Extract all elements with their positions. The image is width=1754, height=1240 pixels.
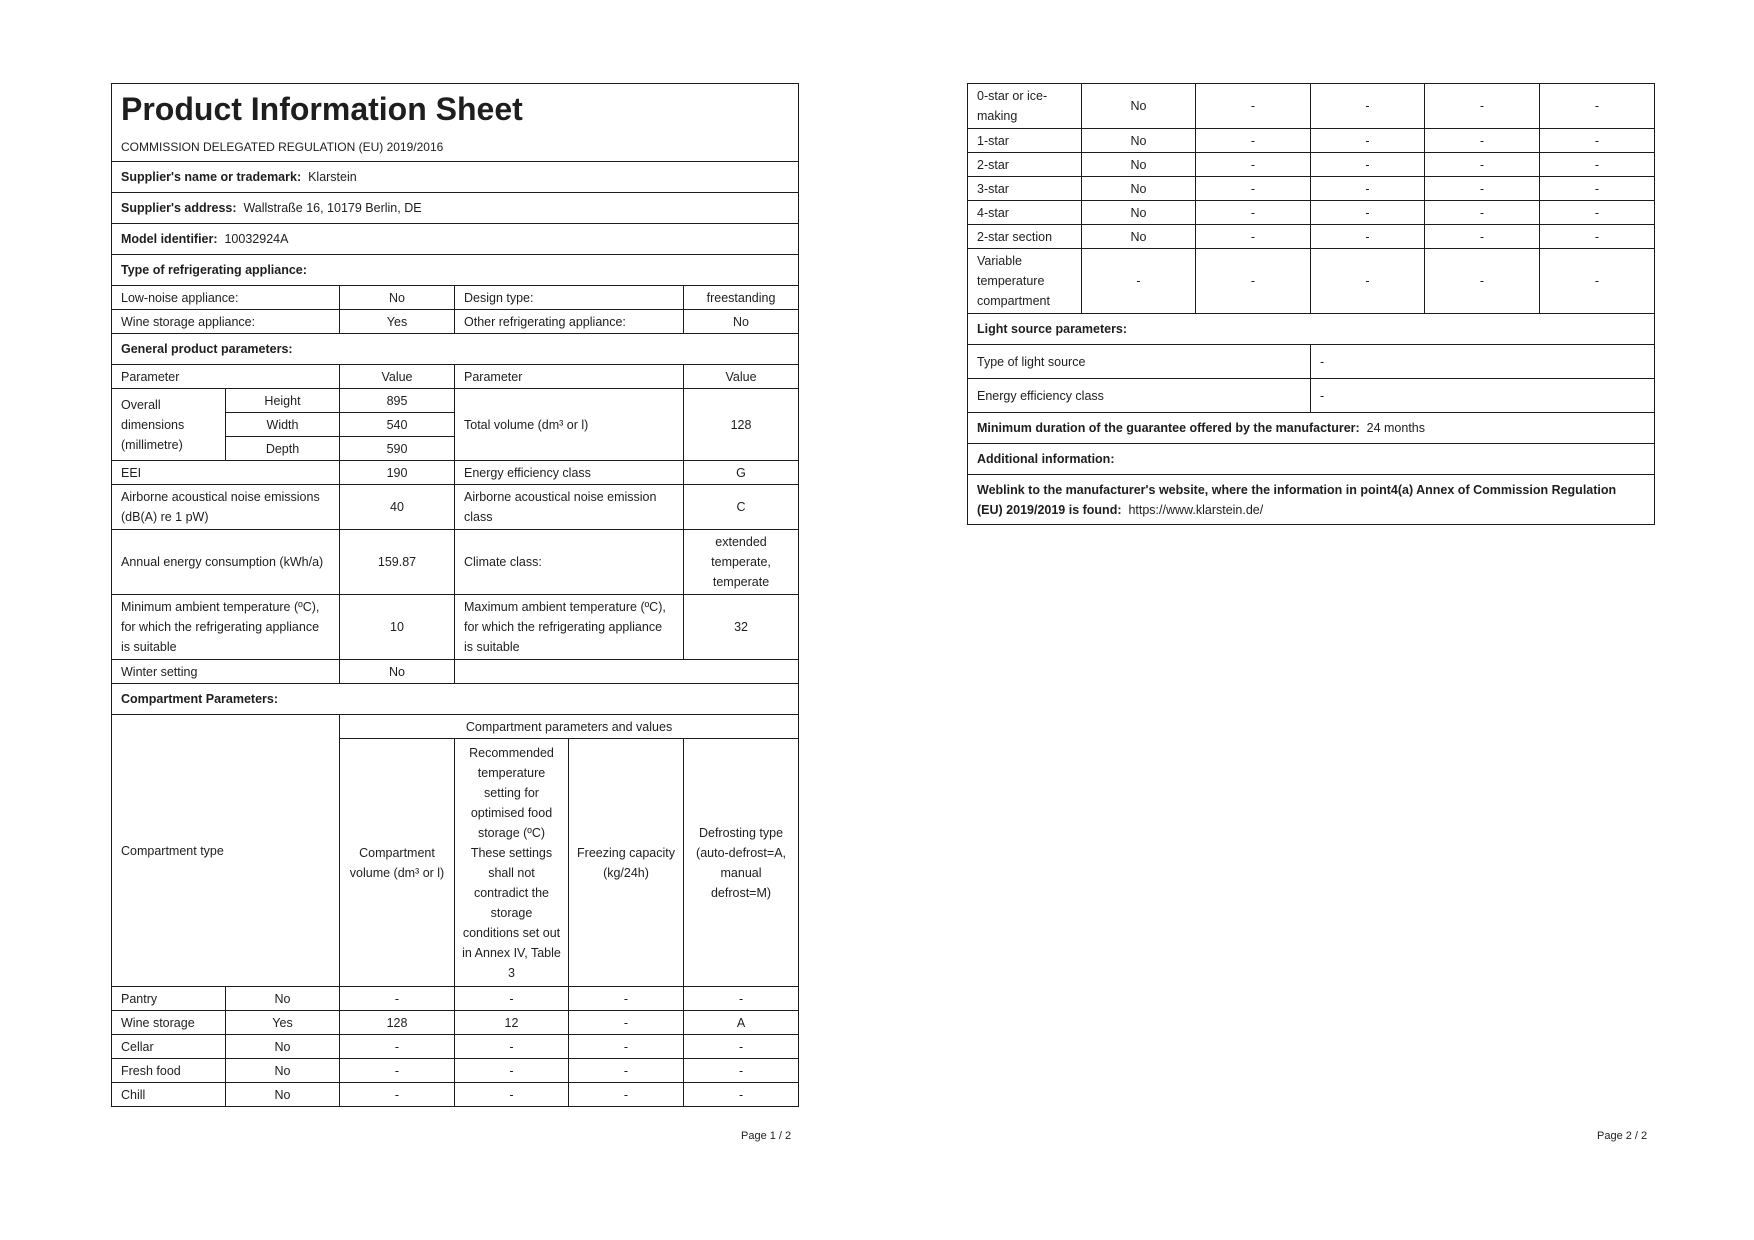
header-cell [112,84,799,162]
col-parameter-2: Parameter [455,365,684,389]
overall-dimensions-label: Overall dimensions (millimetre) [112,389,226,461]
compartment-freezing: - [1425,249,1540,314]
height-label: Height [226,389,340,413]
climate-class-value: extended temperate, temperate [684,530,799,595]
compartment-temp: - [1311,177,1425,201]
page-number-2: Page 2 / 2 [1597,1130,1648,1142]
compartment-temp: - [1311,129,1425,153]
compartment-volume: - [340,1059,455,1083]
compartment-defrost: - [684,1059,799,1083]
compartment-name: Pantry [112,987,226,1011]
compartment-freezing: - [569,1011,684,1035]
compartment-defrost: - [1540,129,1655,153]
compartment-name: 3-star [968,177,1082,201]
compartment-present: No [1082,225,1196,249]
compartment-name: Wine storage [112,1011,226,1035]
table-row [112,1083,799,1107]
defrosting-type-label: Defrosting type (auto-defrost=A, manual defrost=M) [684,739,799,987]
noise-class-value: C [684,485,799,530]
page-number-1: Page 1 / 2 [741,1130,792,1142]
compartment-present: No [1082,129,1196,153]
light-class-value: - [1311,379,1655,413]
compartment-type-label: Compartment type [112,715,340,987]
compartment-temp: - [455,987,569,1011]
compartment-temp: - [1311,153,1425,177]
supplier-name-value: Klarstein [308,170,357,184]
model-row [112,224,799,255]
compartment-present: No [226,1083,340,1107]
compartment-volume: - [1196,177,1311,201]
compartment-volume: - [1196,153,1311,177]
compartment-temp: - [1311,249,1425,314]
other-appliance-label: Other refrigerating appliance: [455,310,684,334]
winter-setting-label: Winter setting [112,660,340,684]
width-label: Width [226,413,340,437]
compartment-temp: - [455,1059,569,1083]
guarantee-value: 24 months [1366,421,1426,435]
supplier-name-row [112,162,799,193]
compartment-volume: - [340,1035,455,1059]
compartment-freezing: - [569,1035,684,1059]
noise-class-label: Airborne acoustical noise emission class [455,485,684,530]
product-info-table-page-2 [967,83,1655,525]
supplier-name-label: Supplier's name or trademark: [121,170,302,184]
compartment-volume: - [1196,249,1311,314]
compartment-defrost: - [684,1035,799,1059]
compartment-freezing: - [569,1083,684,1107]
compartment-name: 0-star or ice-making [968,84,1082,129]
compartment-defrost: A [684,1011,799,1035]
wine-storage-label: Wine storage appliance: [112,310,340,334]
compartment-params-label: Compartment parameters and values [340,715,799,739]
total-volume-value: 128 [684,389,799,461]
compartment-name: 4-star [968,201,1082,225]
table-row [112,987,799,1011]
compartment-volume: - [1196,129,1311,153]
depth-label: Depth [226,437,340,461]
compartment-freezing: - [1425,153,1540,177]
compartment-freezing: - [1425,201,1540,225]
eei-value: 190 [340,461,455,485]
table-row [968,225,1655,249]
total-volume-label: Total volume (dm³ or l) [455,389,684,461]
col-parameter-1: Parameter [112,365,340,389]
compartment-freezing: - [569,1059,684,1083]
noise-value: 40 [340,485,455,530]
table-row [112,1035,799,1059]
compartment-present: No [1082,153,1196,177]
compartment-volume: - [1196,84,1311,129]
compartment-freezing: - [1425,129,1540,153]
compartment-freezing: - [569,987,684,1011]
general-header: General product parameters: [112,334,799,365]
model-value: 10032924A [224,232,289,246]
compartment-defrost: - [684,987,799,1011]
type-header: Type of refrigerating appliance: [112,255,799,286]
empty-cell [455,660,799,684]
height-value: 895 [340,389,455,413]
page-title: Product Information Sheet [121,90,523,127]
compartment-present: No [226,1059,340,1083]
table-row [968,249,1655,314]
design-type-value: freestanding [684,286,799,310]
compartment-volume: - [340,1083,455,1107]
additional-info-header: Additional information: [968,444,1655,475]
min-temp-label: Minimum ambient temperature (ºC), for which the refrigerating appliance is suitable [112,595,340,660]
compartment-present: No [1082,177,1196,201]
compartment-defrost: - [1540,225,1655,249]
compartment-name: Chill [112,1083,226,1107]
table-row [968,129,1655,153]
compartment-temp: - [455,1035,569,1059]
weblink-row [968,475,1655,525]
table-row [112,1011,799,1035]
compartment-present: No [226,987,340,1011]
max-temp-label: Maximum ambient temperature (ºC), for which the refrigerating appliance is suitable [455,595,684,660]
compartment-name: Variable temperature compartment [968,249,1082,314]
winter-setting-value: No [340,660,455,684]
compartment-present: No [1082,84,1196,129]
compartment-temp: 12 [455,1011,569,1035]
compartment-present: Yes [226,1011,340,1035]
compartment-present: - [1082,249,1196,314]
supplier-address-label: Supplier's address: [121,201,237,215]
energy-class-value: G [684,461,799,485]
compartment-name: 1-star [968,129,1082,153]
guarantee-label: Minimum duration of the guarantee offered by the manufacturer: [977,421,1360,435]
compartment-freezing: - [1425,84,1540,129]
guarantee-row [968,413,1655,444]
compartment-header: Compartment Parameters: [112,684,799,715]
energy-class-label: Energy efficiency class [455,461,684,485]
table-row [968,201,1655,225]
compartment-name: Cellar [112,1035,226,1059]
depth-value: 590 [340,437,455,461]
compartment-temp: - [1311,225,1425,249]
compartment-name: Fresh food [112,1059,226,1083]
compartment-defrost: - [1540,201,1655,225]
noise-label: Airborne acoustical noise emissions (dB(A) re 1 pW) [112,485,340,530]
supplier-address-value: Wallstraße 16, 10179 Berlin, DE [243,201,422,215]
light-class-label: Energy efficiency class [968,379,1311,413]
compartment-freezing: - [1425,225,1540,249]
compartment-volume: - [1196,225,1311,249]
compartment-present: No [1082,201,1196,225]
annual-energy-label: Annual energy consumption (kWh/a) [112,530,340,595]
table-row [968,177,1655,201]
table-row [968,84,1655,129]
compartment-volume: - [1196,201,1311,225]
eei-label: EEI [112,461,340,485]
light-source-header: Light source parameters: [968,314,1655,345]
compartment-name: 2-star section [968,225,1082,249]
regulation-text: COMMISSION DELEGATED REGULATION (EU) 2019/2016 [121,139,444,154]
light-type-label: Type of light source [968,345,1311,379]
compartment-temp: - [455,1083,569,1107]
wine-storage-value: Yes [340,310,455,334]
compartment-defrost: - [1540,249,1655,314]
compartment-defrost: - [1540,84,1655,129]
compartment-temp: - [1311,84,1425,129]
compartment-defrost: - [1540,177,1655,201]
supplier-address-row [112,193,799,224]
design-type-label: Design type: [455,286,684,310]
compartment-volume: 128 [340,1011,455,1035]
other-appliance-value: No [684,310,799,334]
weblink-label: Weblink to the manufacturer's website, where the information in point4(a) Annex of Commission Regulation (EU) 2019/2019 is found: [977,482,1617,517]
compartment-present: No [226,1035,340,1059]
table-row [968,153,1655,177]
compartment-defrost: - [684,1083,799,1107]
low-noise-value: No [340,286,455,310]
compartment-freezing: - [1425,177,1540,201]
climate-class-label: Climate class: [455,530,684,595]
compartment-temp: - [1311,201,1425,225]
min-temp-value: 10 [340,595,455,660]
compartment-defrost: - [1540,153,1655,177]
col-value-1: Value [340,365,455,389]
width-value: 540 [340,413,455,437]
compartment-volume: - [340,987,455,1011]
freezing-capacity-label: Freezing capacity (kg/24h) [569,739,684,987]
weblink-value[interactable]: https://www.klarstein.de/ [1128,502,1264,517]
product-info-table-page-1 [111,83,799,1107]
light-type-value: - [1311,345,1655,379]
recommended-temp-label: Recommended temperature setting for optimised food storage (ºC) These settings shall not contradict the storage conditions set out in Annex IV, Table 3 [455,739,569,987]
compartment-name: 2-star [968,153,1082,177]
compartment-volume-label: Compartment volume (dm³ or l) [340,739,455,987]
low-noise-label: Low-noise appliance: [112,286,340,310]
col-value-2: Value [684,365,799,389]
max-temp-value: 32 [684,595,799,660]
table-row [112,1059,799,1083]
annual-energy-value: 159.87 [340,530,455,595]
model-label: Model identifier: [121,232,218,246]
